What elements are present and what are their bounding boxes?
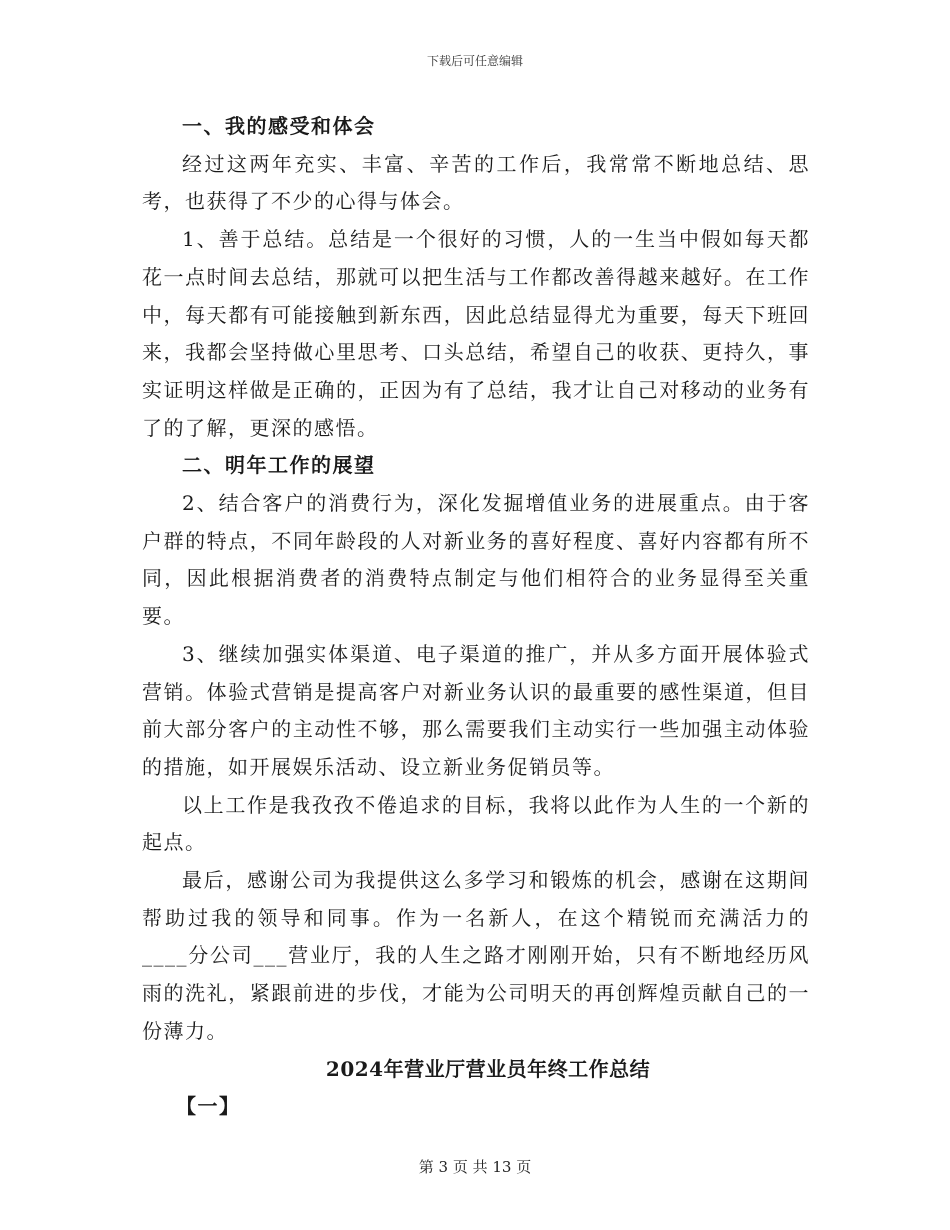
paragraph-summarize: 1、善于总结。总结是一个很好的习惯，人的一生当中假如每天都花一点时间去总结，那就可以把生活与工作都改善得越来越好。在工作中，每天都有可能接触到新东西，因此总结显得尤为重要，每天下班回来，我都会坚持做心里思考、口头总结，希望自己的收获、更持久，事实证明这样做是正确的，正因为有了总结，我才让自己对移动的业务有了的了解，更深的感悟。 bbox=[142, 227, 810, 440]
paragraph-channels: 3、继续加强实体渠道、电子渠道的推广，并从多方面开展体验式营销。体验式营销是提高客户对新业务认识的最重要的感性渠道，但目前大部分客户的主动性不够，那么需要我们主动实行一些加强主动体验的措施，如开展娱乐活动、设立新业务促销员等。 bbox=[142, 641, 810, 779]
section-heading-outlook: 二、明年工作的展望 bbox=[182, 453, 376, 478]
paragraph-goals: 以上工作是我孜孜不倦追求的目标，我将以此作为人生的一个新的起点。 bbox=[142, 792, 810, 855]
header-note: 下载后可任意编辑 bbox=[426, 54, 523, 68]
document-title: 2024年营业厅营业员年终工作总结 bbox=[325, 1056, 651, 1081]
paragraph-thanks: 最后，感谢公司为我提供这么多学习和锻炼的机会，感谢在这期间帮助过我的领导和同事。作为一名新人，在这个精锐而充满活力的____分公司___营业厅，我的人生之路才刚刚开始，只有不断地经历风雨的洗礼，紧跟前进的步伐，才能为公司明天的再创辉煌贡献自己的一份薄力。 bbox=[142, 868, 810, 1043]
document-body bbox=[142, 108, 810, 1126]
section-marker: 【一】 bbox=[176, 1094, 241, 1119]
paragraph-intro: 经过这两年充实、丰富、辛苦的工作后，我常常不断地总结、思考，也获得了不少的心得与体会。 bbox=[142, 151, 810, 214]
section-heading-feelings: 一、我的感受和体会 bbox=[182, 114, 376, 138]
paragraph-customer-behavior: 2、结合客户的消费行为，深化发掘增值业务的进展重点。由于客户群的特点，不同年龄段的人对新业务的喜好程度、喜好内容都有所不同，因此根据消费者的消费特点制定与他们相符合的业务显得至关重要。 bbox=[142, 491, 810, 629]
page-number: 第 3 页 共 13 页 bbox=[418, 1158, 532, 1176]
